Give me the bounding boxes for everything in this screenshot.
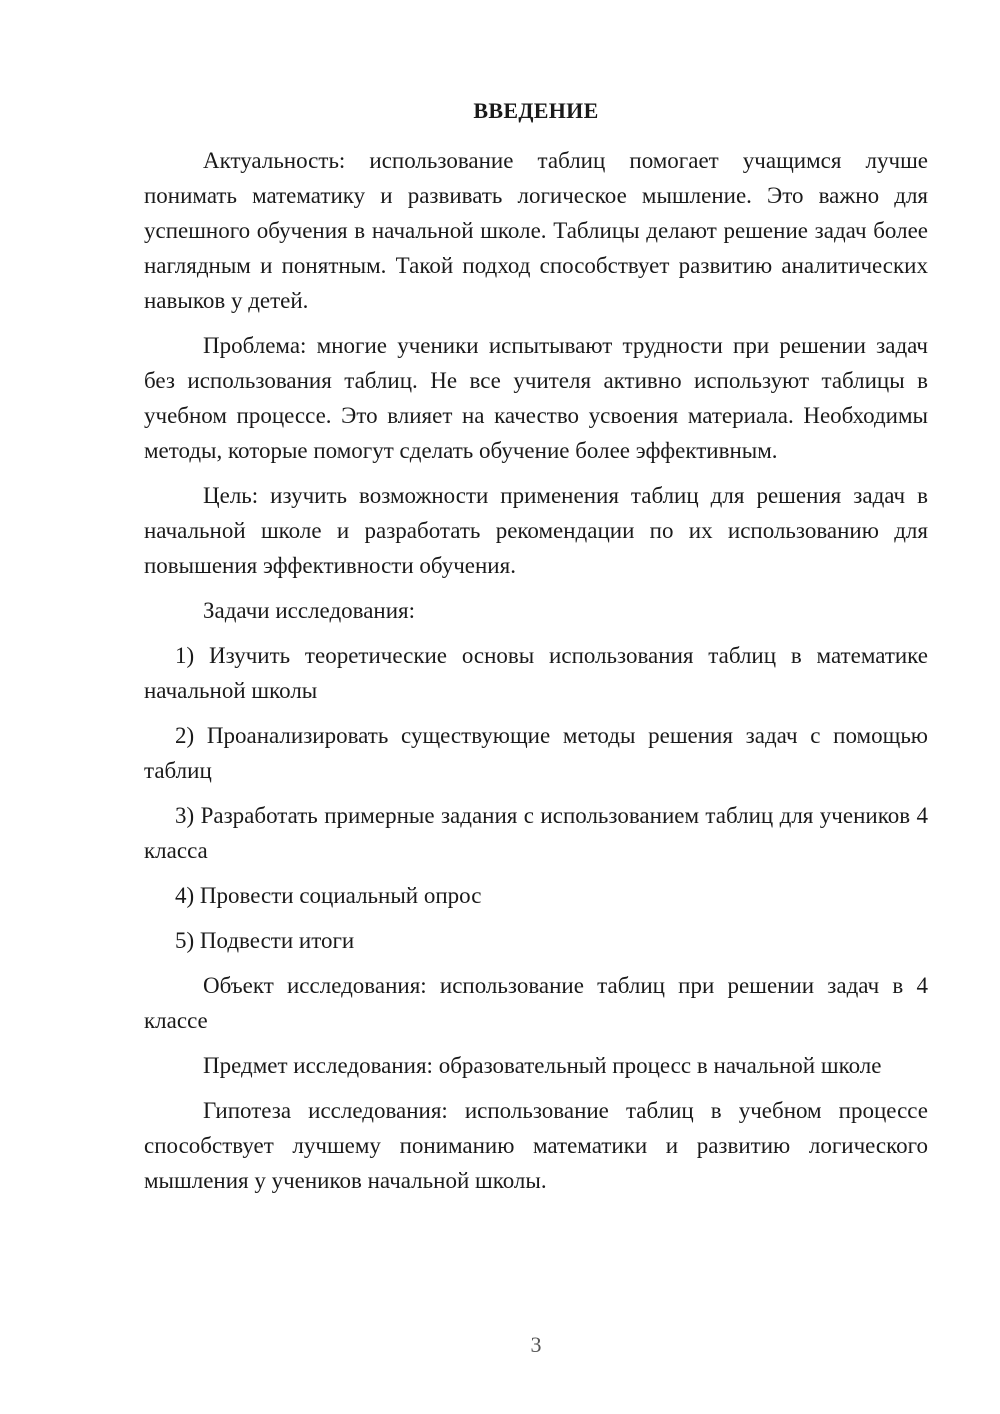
task-item-5: 5) Подвести итоги (175, 928, 355, 953)
task-item-3: 3) Разработать примерные задания с использованием таблиц для учеников 4 класса (144, 803, 928, 863)
document-body (144, 143, 928, 1208)
page-heading: ВВЕДЕНИЕ (473, 98, 599, 123)
paragraph-subject: Предмет исследования: образовательный процесс в начальной школе (203, 1053, 882, 1078)
paragraph-tasks-heading: Задачи исследования: (203, 598, 416, 623)
paragraph-relevance: Актуальность: использование таблиц помогает учащимся лучше понимать математику и развивать логическое мышление. Это важно для успешного обучения в начальной школе. Таблицы делают решение задач более наглядным и понятным. Такой подход способствует развитию аналитических навыков у детей. (144, 148, 928, 313)
task-item-2: 2) Проанализировать существующие методы решения задач с помощью таблиц (144, 723, 928, 783)
task-item-4: 4) Провести социальный опрос (175, 883, 482, 908)
paragraph-object: Объект исследования: использование таблиц при решении задач в 4 классе (144, 973, 928, 1033)
paragraph-problem: Проблема: многие ученики испытывают трудности при решении задач без использования таблиц. Не все учителя активно используют таблицы в учебном процессе. Это влияет на качество усвоения материала. Необходимы методы, которые помогут сделать обучение более эффективным. (144, 333, 928, 463)
paragraph-hypothesis: Гипотеза исследования: использование таблиц в учебном процессе способствует лучшему пониманию математики и развитию логического мышления у учеников начальной школы. (144, 1098, 928, 1193)
paragraph-goal: Цель: изучить возможности применения таблиц для решения задач в начальной школе и разработать рекомендации по их использованию для повышения эффективности обучения. (144, 483, 928, 578)
task-item-1: 1) Изучить теоретические основы использования таблиц в математике начальной школы (144, 643, 928, 703)
page-number: 3 (530, 1332, 542, 1357)
document-page (144, 0, 928, 1414)
